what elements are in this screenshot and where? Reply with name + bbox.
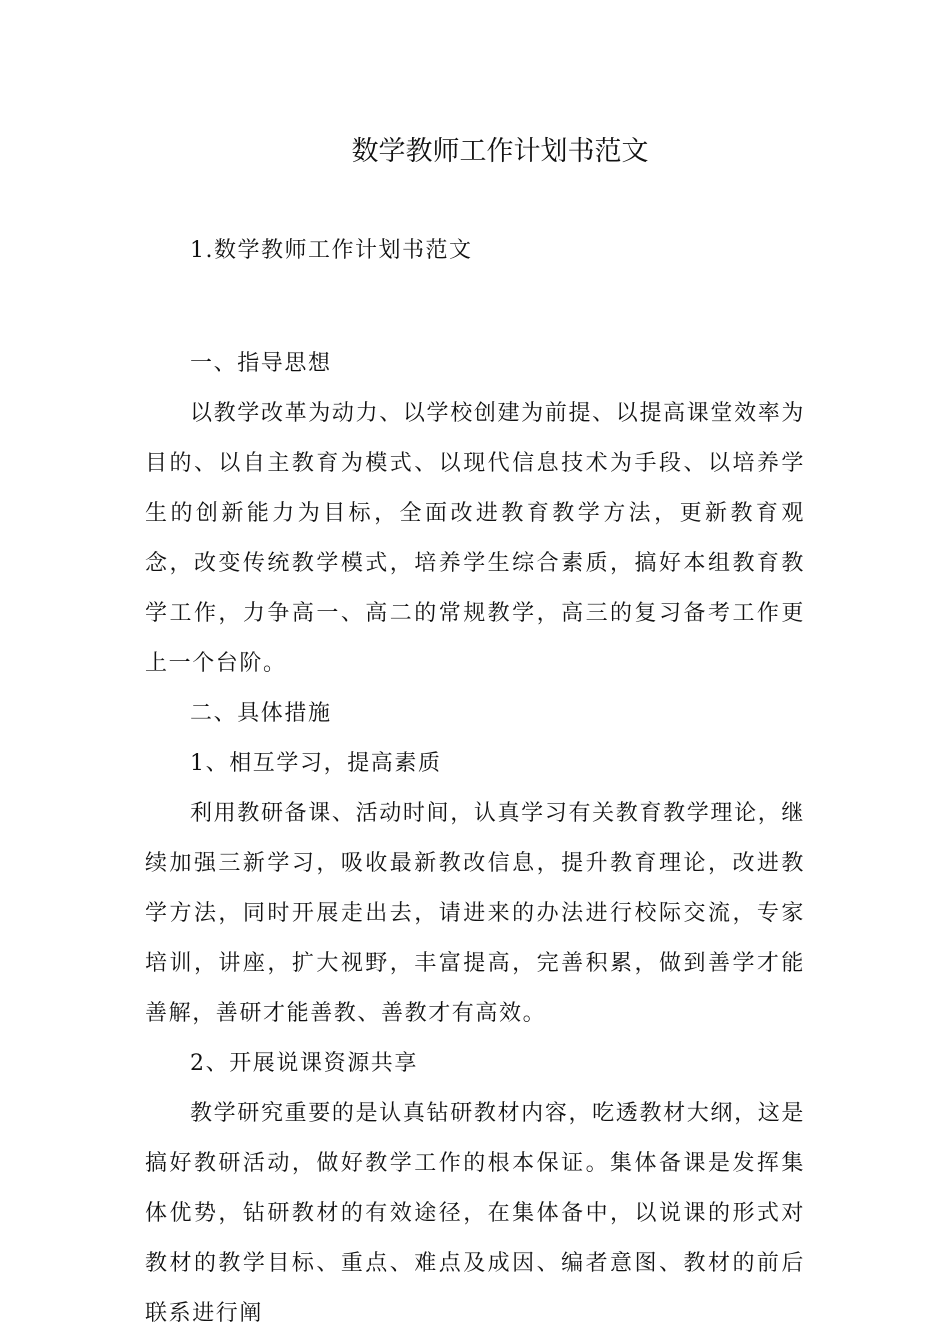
paragraph-guiding-ideology: 以教学改革为动力、以学校创建为前提、以提高课堂效率为目的、以自主教育为模式、以现代信息技术为手段、以培养学生的创新能力为目标，全面改进教育教学方法，更新教育观念，改变传统教学模式，培养学生综合素质，搞好本组教育教学工作，力争高一、高二的常规教学，高三的复习备考工作更上一个台阶。 (145, 401, 805, 676)
paragraph-mutual-learning: 利用教研备课、活动时间，认真学习有关教育教学理论，继续加强三新学习，吸收最新教改信息，提升教育理论，改进教学方法，同时开展走出去，请进来的办法进行校际交流，专家培训，讲座，扩大视野，丰富提高，完善积累，做到善学才能善解，善研才能善教、善教才有高效。 (145, 801, 805, 1026)
subheading-lesson-sharing: 2、开展说课资源共享 (190, 1051, 418, 1076)
section-heading-guiding-ideology: 一、指导思想 (190, 351, 332, 376)
subheading-mutual-learning: 1、相互学习，提高素质 (190, 751, 442, 776)
document-body (145, 339, 805, 1339)
document-subtitle: 1.数学教师工作计划书范文 (190, 238, 473, 263)
section-heading-specific-measures: 二、具体措施 (190, 701, 332, 726)
document-title: 数学教师工作计划书范文 (351, 136, 649, 167)
paragraph-lesson-sharing: 教学研究重要的是认真钻研教材内容，吃透教材大纲，这是搞好教研活动，做好教学工作的根本保证。集体备课是发挥集体优势，钻研教材的有效途径，在集体备中，以说课的形式对教材的教学目标、重点、难点及成因、编者意图、教材的前后联系进行阐 (145, 1101, 805, 1326)
